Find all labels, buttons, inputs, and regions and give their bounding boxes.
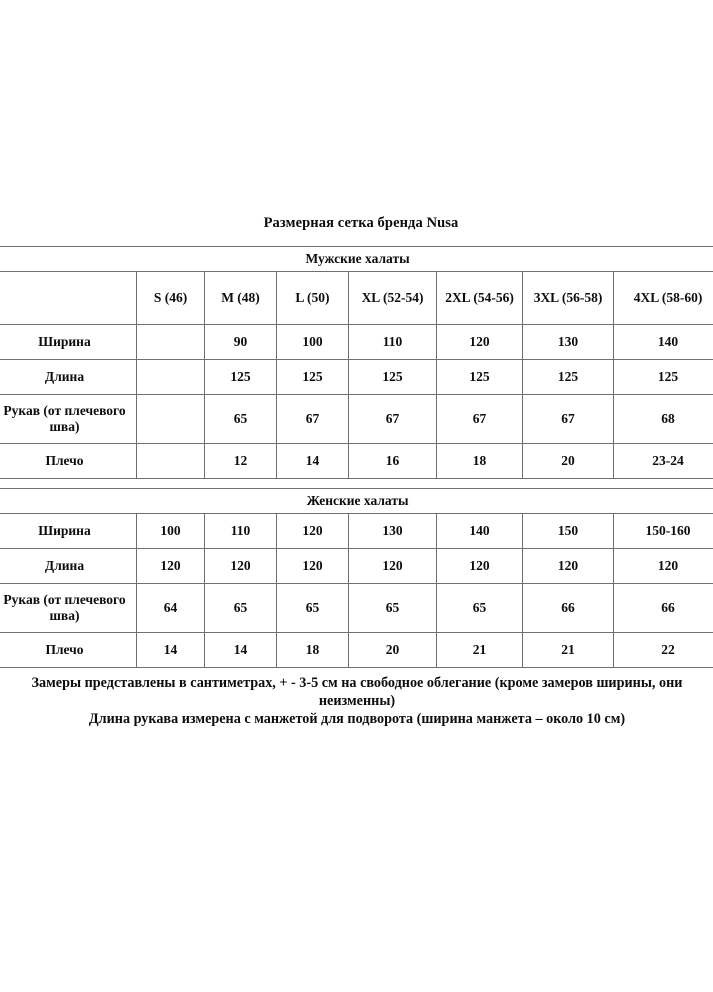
cell-value: 66 <box>614 583 713 632</box>
size-chart-body <box>0 247 713 668</box>
cell-value: 20 <box>349 632 437 667</box>
table-row <box>0 324 713 359</box>
cell-value: 14 <box>205 632 277 667</box>
cell-value: 67 <box>437 394 523 443</box>
column-header-l: L (50) <box>277 271 349 324</box>
size-chart-sheet <box>0 215 713 728</box>
cell-value: 18 <box>437 443 523 478</box>
table-row <box>0 632 713 667</box>
cell-value: 125 <box>205 359 277 394</box>
column-header-s: S (46) <box>137 271 205 324</box>
cell-value: 14 <box>137 632 205 667</box>
cell-value: 12 <box>205 443 277 478</box>
footnotes <box>0 668 713 729</box>
cell-value: 65 <box>205 394 277 443</box>
cell-value: 110 <box>349 324 437 359</box>
cell-value: 120 <box>205 548 277 583</box>
cell-value: 125 <box>277 359 349 394</box>
footnote-measurements: Замеры представлены в сантиметрах, + - 3-5 см на свободное облегание (кроме замеров ширины, они неизменны) <box>31 674 683 710</box>
section-heading-row <box>0 488 713 513</box>
cell-value: 130 <box>523 324 614 359</box>
table-row <box>0 548 713 583</box>
cell-value: 67 <box>349 394 437 443</box>
table-row <box>0 513 713 548</box>
table-row <box>0 443 713 478</box>
cell-value: 16 <box>349 443 437 478</box>
cell-value: 120 <box>437 324 523 359</box>
cell-value: 125 <box>437 359 523 394</box>
footnote-sleeve: Длина рукава измерена с манжетой для подворота (ширина манжета – около 10 см) <box>88 711 626 728</box>
cell-value: 22 <box>614 632 713 667</box>
table-row <box>0 583 713 632</box>
column-header-row <box>0 271 713 324</box>
cell-value: 120 <box>614 548 713 583</box>
cell-value: 120 <box>277 513 349 548</box>
cell-value: 90 <box>205 324 277 359</box>
cell-value <box>137 324 205 359</box>
row-label: Длина <box>0 359 137 394</box>
cell-value: 120 <box>277 548 349 583</box>
cell-value: 65 <box>277 583 349 632</box>
column-header-3xl: 3XL (56-58) <box>523 271 614 324</box>
cell-value <box>137 443 205 478</box>
cell-value: 20 <box>523 443 614 478</box>
cell-value <box>137 359 205 394</box>
cell-value: 100 <box>137 513 205 548</box>
cell-value: 23-24 <box>614 443 713 478</box>
cell-value: 100 <box>277 324 349 359</box>
cell-value: 125 <box>523 359 614 394</box>
table-row <box>0 359 713 394</box>
cell-value: 67 <box>523 394 614 443</box>
page-title: Размерная сетка бренда Nusa <box>263 215 459 231</box>
cell-value: 64 <box>137 583 205 632</box>
section-heading-mens: Мужские халаты <box>0 247 713 272</box>
section-heading-womens: Женские халаты <box>0 488 713 513</box>
section-heading-row <box>0 247 713 272</box>
cell-value: 14 <box>277 443 349 478</box>
row-label: Рукав (от плечевого шва) <box>0 394 137 443</box>
cell-value: 65 <box>205 583 277 632</box>
cell-value: 130 <box>349 513 437 548</box>
cell-value: 18 <box>277 632 349 667</box>
row-label: Длина <box>0 548 137 583</box>
cell-value <box>137 394 205 443</box>
cell-value: 68 <box>614 394 713 443</box>
column-header-blank <box>0 271 137 324</box>
cell-value: 140 <box>614 324 713 359</box>
cell-value: 65 <box>437 583 523 632</box>
cell-value: 21 <box>523 632 614 667</box>
column-header-4xl: 4XL (58-60) <box>614 271 713 324</box>
table-row <box>0 394 713 443</box>
cell-value: 150-160 <box>614 513 713 548</box>
cell-value: 21 <box>437 632 523 667</box>
cell-value: 120 <box>349 548 437 583</box>
cell-value: 140 <box>437 513 523 548</box>
section-spacer <box>0 478 713 488</box>
column-header-xl: XL (52-54) <box>349 271 437 324</box>
row-label: Плечо <box>0 632 137 667</box>
cell-value: 125 <box>349 359 437 394</box>
column-header-m: M (48) <box>205 271 277 324</box>
column-header-2xl: 2XL (54-56) <box>437 271 523 324</box>
cell-value: 66 <box>523 583 614 632</box>
row-label: Рукав (от плечевого шва) <box>0 583 137 632</box>
row-label: Ширина <box>0 324 137 359</box>
cell-value: 120 <box>137 548 205 583</box>
cell-value: 110 <box>205 513 277 548</box>
cell-value: 67 <box>277 394 349 443</box>
row-label: Плечо <box>0 443 137 478</box>
cell-value: 120 <box>437 548 523 583</box>
cell-value: 120 <box>523 548 614 583</box>
cell-value: 125 <box>614 359 713 394</box>
cell-value: 150 <box>523 513 614 548</box>
cell-value: 65 <box>349 583 437 632</box>
row-label: Ширина <box>0 513 137 548</box>
size-chart-table <box>0 246 713 668</box>
